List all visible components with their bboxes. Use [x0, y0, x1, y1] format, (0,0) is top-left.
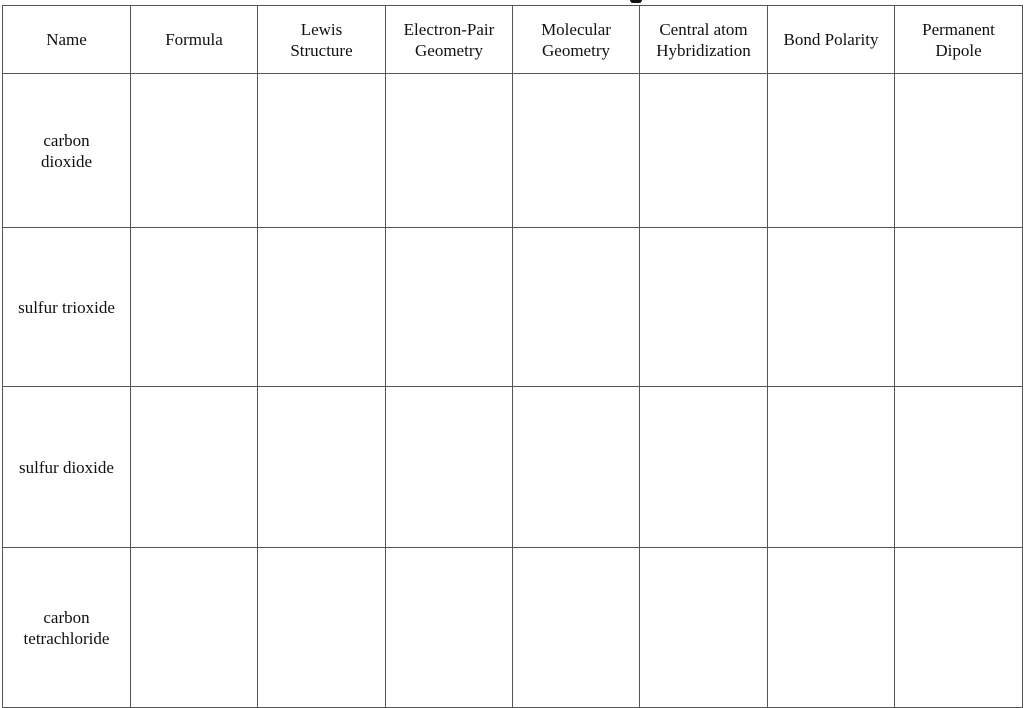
header-molecular-geometry: Molecular Geometry: [513, 6, 640, 74]
table-row: [3, 548, 1023, 708]
molecular-geometry-table: [2, 5, 1023, 708]
molecular-geometry-cell[interactable]: [513, 228, 640, 387]
header-formula: Formula: [131, 6, 258, 74]
bond-polarity-cell[interactable]: [768, 387, 895, 548]
header-electron-pair-geometry: Electron-Pair Geometry: [386, 6, 513, 74]
electron-pair-geometry-cell[interactable]: [386, 548, 513, 708]
lewis-structure-cell[interactable]: [258, 387, 386, 548]
row-name-cell: sulfur trioxide: [3, 228, 131, 387]
worksheet-table-container: [2, 5, 1023, 708]
header-name: Name: [3, 6, 131, 74]
row-name-cell: sulfur dioxide: [3, 387, 131, 548]
bond-polarity-cell[interactable]: [768, 228, 895, 387]
header-permanent-dipole: Permanent Dipole: [895, 6, 1023, 74]
header-lewis-structure: Lewis Structure: [258, 6, 386, 74]
table-row: [3, 387, 1023, 548]
bond-polarity-cell[interactable]: [768, 548, 895, 708]
row-name-cell: carbon tetrachloride: [3, 548, 131, 708]
lewis-structure-cell[interactable]: [258, 74, 386, 228]
table-row: [3, 74, 1023, 228]
permanent-dipole-cell[interactable]: [895, 548, 1023, 708]
formula-cell[interactable]: [131, 387, 258, 548]
lewis-structure-cell[interactable]: [258, 228, 386, 387]
formula-cell[interactable]: [131, 228, 258, 387]
bond-polarity-cell[interactable]: [768, 74, 895, 228]
table-body: [3, 74, 1023, 708]
header-bond-polarity: Bond Polarity: [768, 6, 895, 74]
table-row: [3, 228, 1023, 387]
lewis-structure-cell[interactable]: [258, 548, 386, 708]
permanent-dipole-cell[interactable]: [895, 228, 1023, 387]
formula-cell[interactable]: [131, 74, 258, 228]
electron-pair-geometry-cell[interactable]: [386, 387, 513, 548]
hybridization-cell[interactable]: [640, 548, 768, 708]
formula-cell[interactable]: [131, 548, 258, 708]
electron-pair-geometry-cell[interactable]: [386, 228, 513, 387]
molecular-geometry-cell[interactable]: [513, 74, 640, 228]
electron-pair-geometry-cell[interactable]: [386, 74, 513, 228]
header-row: [3, 6, 1023, 74]
permanent-dipole-cell[interactable]: [895, 74, 1023, 228]
hybridization-cell[interactable]: [640, 387, 768, 548]
hybridization-cell[interactable]: [640, 228, 768, 387]
table-header: [3, 6, 1023, 74]
header-central-atom-hybridization: Central atom Hybridization: [640, 6, 768, 74]
molecular-geometry-cell[interactable]: [513, 387, 640, 548]
cropped-title-fragment: [630, 0, 642, 3]
molecular-geometry-cell[interactable]: [513, 548, 640, 708]
permanent-dipole-cell[interactable]: [895, 387, 1023, 548]
hybridization-cell[interactable]: [640, 74, 768, 228]
row-name-cell: carbon dioxide: [3, 74, 131, 228]
